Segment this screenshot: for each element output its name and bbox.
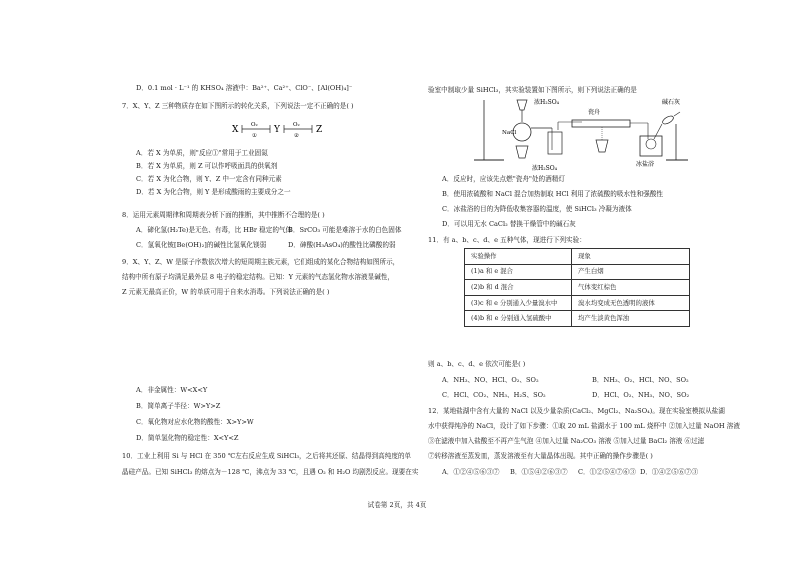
- q9-line-3: Z 元素无最高正价，W 的单质可用于自来水消毒。下列说法正确的是( ): [122, 288, 330, 296]
- table-header-row: [465, 249, 690, 265]
- right-column: [428, 0, 740, 500]
- q10-option-c: C．冰盐浴的目的为降低收集容器的温度，使 SiHCl₃ 冷凝为液体: [442, 205, 632, 213]
- label-conc-h2so4-top: 浓H₂SO₄: [534, 99, 560, 106]
- table-row: [465, 311, 690, 327]
- q12-line-1: 12．某地盐湖中含有大量的 NaCl 以及少量杂质(CaCl₂、MgCl₂、Na₂SO₄)。现在实验室模拟从盐湖: [428, 407, 725, 415]
- q9-option-a: A．非金属性：W<X<Y: [136, 386, 208, 394]
- q10-option-d: D．可以用无水 CaCl₂ 替换干燥管中的碱石灰: [442, 220, 576, 228]
- q9-line-1: 9．X、Y、Z、W 是原子序数依次增大的短周期主族元素，它们组成的某化合物结构如图所示，: [122, 258, 400, 266]
- q11-option-b: B．NH₃、O₂、HCl、NO、SO₂: [592, 376, 689, 384]
- table-cell: (2)b 和 d 混合: [465, 280, 572, 296]
- q12-option-a: A．①②④⑤⑥③⑦: [442, 468, 500, 476]
- scheme-reagent-2: O₂: [293, 122, 300, 128]
- scheme-step-1: ①: [252, 133, 257, 139]
- q12-line-3: ③在滤液中加入盐酸至不再产生气泡 ④加入过量 Na₂CO₃ 溶液 ⑤加入过量 BaCl₂ 溶液 ⑥过滤: [428, 437, 705, 445]
- q8-option-d: D．砷酸(H₃AsO₄)的酸性比磷酸的弱: [288, 241, 396, 249]
- table-row: [465, 295, 690, 311]
- q11-stem: 11．有 a、b、c、d、e 五种气体，现进行下列实验：: [428, 236, 586, 244]
- label-porcelain-boat: 瓷舟: [588, 109, 601, 116]
- scheme-x: X: [232, 125, 239, 135]
- q10-line-2: 晶硅产品。已知 SiHCl₃ 的熔点为－128 ℃，沸点为 33 ℃，且遇 O₂ 和 H₂O 均剧烈反应。现要在实: [122, 468, 419, 476]
- q7-option-b: B．若 X 为单质，则 Z 可以作呼吸面具的供氧剂: [136, 162, 278, 170]
- table-header-cell: 实验操作: [465, 249, 572, 265]
- label-nacl: NaCl: [502, 130, 517, 136]
- q8-option-a: A．碲化氢(H₂Te)是无色、有毒，比 HBr 稳定的气体: [136, 226, 293, 234]
- table-cell: (4)b 和 e 分别通入氢硫酸中: [465, 311, 572, 327]
- q12-line-4: ⑦转移溶液至蒸发皿，蒸发溶液至有大量晶体出现。其中正确的操作步骤是( ): [428, 452, 653, 460]
- q12-option-c: C．①②⑤④⑦⑥③: [578, 468, 636, 476]
- q9-option-b: B．简单离子半径：W>Y>Z: [136, 402, 221, 410]
- q11-table: [464, 248, 690, 327]
- table-cell: 溴水均变成无色透明的液体: [572, 295, 690, 311]
- q6-option-d: D．0.1 mol · L⁻¹ 的 KHSO₄ 溶液中：Ba²⁺、Ca²⁺、ClO⁻、[Al(OH)₄]⁻: [136, 84, 353, 92]
- q11-question: 则 a、b、c、d、e 依次可能是( ): [428, 360, 526, 368]
- label-conc-h2so4-bottom: 浓H₂SO₄: [532, 165, 558, 172]
- table-header-cell: 现象: [572, 249, 690, 265]
- scheme-y: Y: [274, 125, 280, 135]
- q10-option-a: A．反应时，应该先点燃"瓷舟"处的酒精灯: [442, 175, 565, 183]
- q10-option-b: B．使用浓硫酸和 NaCl 混合加热制取 HCl 利用了浓硫酸的吸水性和强酸性: [442, 190, 664, 198]
- q7-option-a: A．若 X 为单质，则"反应①"常用于工业固氮: [136, 149, 268, 157]
- q9-option-c: C．氧化物对应水化物的酸性：X>Y>W: [136, 418, 254, 426]
- q9-line-2: 结构中所有原子均满足最外层 8 电子的稳定结构。已知：Y 元素的气态氢化物水溶液显碱性，: [122, 273, 394, 281]
- table-row: [465, 280, 690, 296]
- label-ice-salt-bath: 冰盐浴: [636, 161, 655, 168]
- table-row: [465, 264, 690, 280]
- q8-option-b: B．SrCO₃ 可能是难溶于水的白色固体: [288, 226, 402, 234]
- scheme-reagent-1: O₂: [251, 122, 258, 128]
- scheme-z: Z: [316, 125, 323, 135]
- q10-line-1: 10．工业上利用 Si 与 HCl 在 350 ℃左右反应生成 SiHCl₃，之后将其还原、结晶得到高纯度的单: [122, 452, 412, 460]
- q10-continuation: 验室中制取少量 SiHCl₃，其实验装置如下图所示，则下列说法正确的是: [428, 86, 637, 94]
- q12-line-2: 水中获得纯净的 NaCl，设计了如下步骤：①取 20 mL 盐湖水于 100 mL 烧杯中 ②加入过量 NaOH 溶液: [428, 422, 740, 430]
- q12-option-b: B．①⑤④②⑥③⑦: [510, 468, 568, 476]
- table-cell: (1)a 和 e 混合: [465, 264, 572, 280]
- q7-stem: 7．X、Y、Z 三种物质存在如下图所示的转化关系，下列说法一定不正确的是( ): [122, 102, 354, 110]
- q11-option-c: C．HCl、CO₂、NH₃、H₂S、SO₂: [442, 391, 546, 399]
- page-footer: 试卷第 2页，共 4页: [367, 501, 427, 509]
- q9-option-d: D．简单氢化物的稳定性：X<Y<Z: [136, 434, 239, 442]
- q7-option-d: D．若 X 为化合物，则 Y 是形成酸雨的主要成分之一: [136, 188, 291, 196]
- q11-option-a: A．NH₃、NO、HCl、O₂、SO₂: [442, 376, 539, 384]
- table-cell: 均产生淡黄色浑浊: [572, 311, 690, 327]
- q11-option-d: D．HCl、O₂、NH₃、NO、SO₂: [592, 391, 690, 399]
- table-cell: 产生白烟: [572, 264, 690, 280]
- q8-stem: 8．运用元素周期律和周期表分析下面的推断，其中推断不合理的是( ): [122, 211, 325, 219]
- q7-option-c: C．若 X 为化合物，则 Y、Z 中一定含有同种元素: [136, 175, 282, 183]
- q12-option-d: D．①④②⑤⑥⑦③: [640, 468, 699, 476]
- scheme-step-2: ②: [294, 133, 299, 139]
- label-soda-lime: 碱石灰: [662, 99, 681, 106]
- q10-apparatus-diagram: [462, 94, 692, 174]
- table-cell: 气体变红棕色: [572, 280, 690, 296]
- table-cell: (3)c 和 e 分别通入少量溴水中: [465, 295, 572, 311]
- q8-option-c: C．氢氧化铍[Be(OH)₂]的碱性比氢氧化镁弱: [136, 241, 267, 249]
- q7-transformation-scheme: [230, 118, 334, 140]
